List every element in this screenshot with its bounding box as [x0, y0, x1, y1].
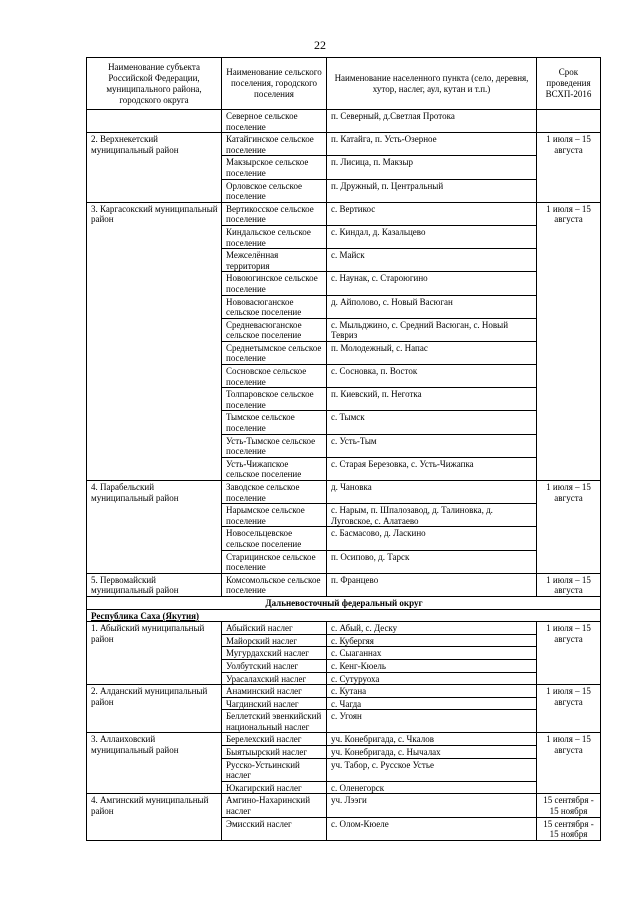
district-name: 2. Алданский муниципальный район [87, 685, 222, 733]
locality-names: с. Кубергяя [327, 634, 537, 647]
locality-names: уч. Табор, с. Русское Устье [327, 758, 537, 781]
settlement-name: Чагдинский наслег [222, 697, 327, 710]
locality-names: с. Вертикос [327, 202, 537, 225]
federal-district-title: Дальневосточный федеральный округ [87, 596, 601, 609]
settlements-table [86, 57, 601, 841]
district-name: 2. Верхнекетский муниципальный район [87, 133, 222, 203]
census-period: 1 июля – 15 августа [537, 202, 601, 480]
census-period: 1 июля – 15 августа [537, 481, 601, 574]
settlement-name: Комсомольское сельское поселение [222, 573, 327, 596]
locality-names: с. Киндал, д. Казальцево [327, 225, 537, 248]
settlement-name: Усть-Тымское сельское поселение [222, 434, 327, 457]
settlement-name: Макзырское сельское поселение [222, 156, 327, 179]
census-period: 1 июля – 15 августа [537, 622, 601, 685]
locality-names: д. Чановка [327, 481, 537, 504]
settlement-name: Киндальское сельское поселение [222, 225, 327, 248]
locality-names: с. Тымск [327, 411, 537, 434]
settlement-name: Орловское сельское поселение [222, 179, 327, 202]
settlement-name: Тымское сельское поселение [222, 411, 327, 434]
settlement-name: Новоюгинское сельское поселение [222, 272, 327, 295]
settlement-name: Абыйский наслег [222, 622, 327, 635]
table-row [87, 573, 601, 596]
settlement-name: Мугурдахский наслег [222, 647, 327, 660]
table-row [87, 202, 601, 225]
settlement-name: Среднетымское сельское поселение [222, 341, 327, 364]
district-name: 3. Каргасокский муниципальный район [87, 202, 222, 480]
locality-names: уч. Лээги [327, 794, 537, 817]
locality-names: с. Кутана [327, 685, 537, 698]
census-period: 1 июля – 15 августа [537, 685, 601, 733]
settlement-name: Нарымское сельское поселение [222, 504, 327, 527]
table-header-row [87, 58, 601, 110]
locality-names: с. Сосновка, п. Восток [327, 365, 537, 388]
census-period [537, 110, 601, 133]
census-period: 15 сентября - 15 ноября [537, 817, 601, 840]
table-row [87, 481, 601, 504]
settlement-name: Майорский наслег [222, 634, 327, 647]
locality-names: уч. Конебригада, с. Чкалов [327, 733, 537, 746]
locality-names: п. Францево [327, 573, 537, 596]
locality-names: с. Наунак, с. Староюгино [327, 272, 537, 295]
table-row [87, 794, 601, 817]
settlement-name: Эмисский наслег [222, 817, 327, 840]
district-name: 3. Аллаиховский муниципальный район [87, 733, 222, 794]
locality-names: с. Сутуруоха [327, 672, 537, 685]
locality-names: с. Кенг-Кюель [327, 659, 537, 672]
locality-names: с. Оленегорск [327, 781, 537, 794]
district-name: 4. Амгинский муниципальный район [87, 794, 222, 840]
locality-names: п. Киевский, п. Неготка [327, 388, 537, 411]
settlement-name: Вертикосское сельское поселение [222, 202, 327, 225]
settlement-name: Русско-Устьинский наслег [222, 758, 327, 781]
settlement-name: Новосельцевское сельское поселение [222, 527, 327, 550]
settlement-name: Урасалахский наслег [222, 672, 327, 685]
district-name [87, 110, 222, 133]
region-row [87, 609, 601, 622]
district-name: 5. Первомайский муниципальный район [87, 573, 222, 596]
locality-names: с. Олом-Кюеле [327, 817, 537, 840]
settlement-name: Сосновское сельское поселение [222, 365, 327, 388]
census-period: 1 июля – 15 августа [537, 573, 601, 596]
page-number: 22 [314, 38, 326, 52]
locality-names: с. Басмасово, д. Ласкино [327, 527, 537, 550]
header-subject: Наименование субъекта Российской Федерации, муниципального района, городского округа [87, 58, 222, 110]
header-period: Срок проведения ВСХП-2016 [537, 58, 601, 110]
locality-names: с. Старая Березовка, с. Усть-Чижапка [327, 457, 537, 480]
census-period: 1 июля – 15 августа [537, 133, 601, 203]
settlement-name: Берелехский наслег [222, 733, 327, 746]
locality-names: п. Дружный, п. Центральный [327, 179, 537, 202]
settlement-name: Усть-Чижапское сельское поселение [222, 457, 327, 480]
locality-names: п. Осипово, д. Тарск [327, 550, 537, 573]
locality-names: с. Усть-Тым [327, 434, 537, 457]
locality-names: с. Чагда [327, 697, 537, 710]
table-row [87, 133, 601, 156]
table-row [87, 685, 601, 698]
census-period: 15 сентября - 15 ноября [537, 794, 601, 817]
locality-names: с. Угоян [327, 710, 537, 733]
settlement-name: Межселённая территория [222, 249, 327, 272]
settlement-name: Северное сельское поселение [222, 110, 327, 133]
table-body [87, 110, 601, 841]
district-name: 4. Парабельский муниципальный район [87, 481, 222, 574]
locality-names: п. Северный, д.Светлая Протока [327, 110, 537, 133]
settlement-name: Уолбутский наслег [222, 659, 327, 672]
locality-names: с. Мыльджино, с. Средний Васюган, с. Новый Тевриз [327, 318, 537, 341]
region-title: Республика Саха (Якутия) [87, 609, 601, 622]
locality-names: с. Майск [327, 249, 537, 272]
table-row [87, 622, 601, 635]
locality-names: с. Сыаганнах [327, 647, 537, 660]
header-settlement: Наименование сельского поселения, городского поселения [222, 58, 327, 110]
district-name: 1. Абыйский муниципальный район [87, 622, 222, 685]
settlement-name: Нововасюганское сельское поселение [222, 295, 327, 318]
settlement-name: Заводское сельское поселение [222, 481, 327, 504]
locality-names: д. Айполово, с. Новый Васюган [327, 295, 537, 318]
settlement-name: Катайгинское сельское поселение [222, 133, 327, 156]
settlement-name: Средневасюганское сельское поселение [222, 318, 327, 341]
settlement-name: Беллетский эвенкийский национальный наслег [222, 710, 327, 733]
settlement-name: Анаминский наслег [222, 685, 327, 698]
table-row [87, 110, 601, 133]
table-row [87, 733, 601, 746]
locality-names: с. Нарым, п. Шпалозавод, д. Талиновка, д. Луговское, с. Алатаево [327, 504, 537, 527]
locality-names: уч. Конебригада, с. Нычалах [327, 746, 537, 759]
census-period: 1 июля – 15 августа [537, 733, 601, 794]
header-locality: Наименование населенного пункта (село, деревня, хутор, наслег, аул, кутан и т.п.) [327, 58, 537, 110]
locality-names: п. Лисица, п. Макзыр [327, 156, 537, 179]
settlement-name: Амгино-Нахаринский наслег [222, 794, 327, 817]
locality-names: с. Абый, с. Деску [327, 622, 537, 635]
settlement-name: Быятыырский наслег [222, 746, 327, 759]
settlement-name: Юкагирский наслег [222, 781, 327, 794]
settlement-name: Толпаровское сельское поселение [222, 388, 327, 411]
federal-district-row [87, 596, 601, 609]
settlement-name: Старицинское сельское поселение [222, 550, 327, 573]
locality-names: п. Катайга, п. Усть-Озерное [327, 133, 537, 156]
locality-names: п. Молодежный, с. Напас [327, 341, 537, 364]
